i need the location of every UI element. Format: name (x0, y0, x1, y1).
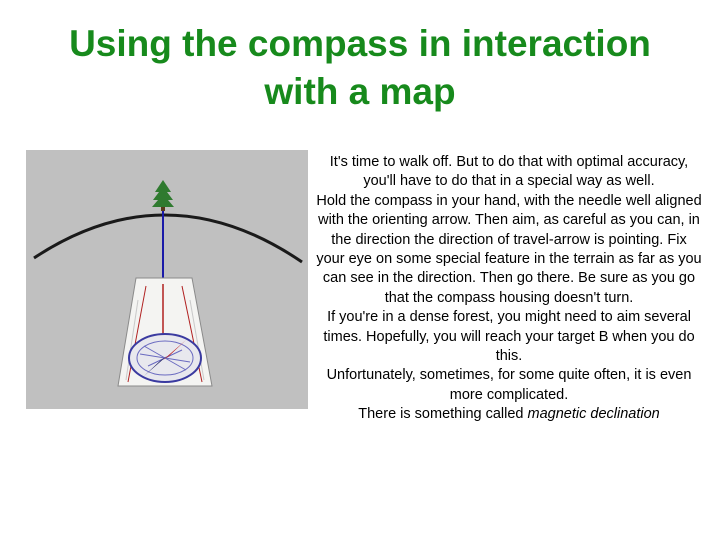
paragraph-dense-forest: If you're in a dense forest, you might need to aim several times. Hopefully, you will reach your target B when you do this. (323, 309, 695, 365)
paragraph-declination (316, 405, 702, 424)
slide-title-line-1: Using the compass in interaction (69, 23, 651, 64)
paragraph-complicated: Unfortunately, sometimes, for some quite often, it is even more complicated. (326, 367, 692, 403)
declination-prefix: There is something called (358, 406, 528, 423)
declination-term: magnetic declination (527, 406, 660, 423)
body-text (316, 153, 702, 425)
tree-icon (152, 180, 174, 211)
compass-drawing (26, 150, 308, 409)
slide-title-line-2: with a map (264, 71, 456, 112)
compass-icon (118, 278, 212, 386)
terrain-horizon (34, 215, 302, 262)
paragraph-hold-compass: Hold the compass in your hand, with the needle well aligned with the orienting arrow. Then aim, as careful as you can, in the direction the direction of travel-arrow is pointing. Fix your eye on some special feature in the terrain as far as you can see in the direction. Then go there. Be sure as you go that the compass housing doesn't turn. (316, 192, 702, 306)
compass-illustration (26, 150, 308, 409)
paragraph-walk-off: It's time to walk off. But to do that with optimal accuracy, you'll have to do that in a special way as well. (329, 154, 689, 190)
slide-title (20, 20, 700, 116)
